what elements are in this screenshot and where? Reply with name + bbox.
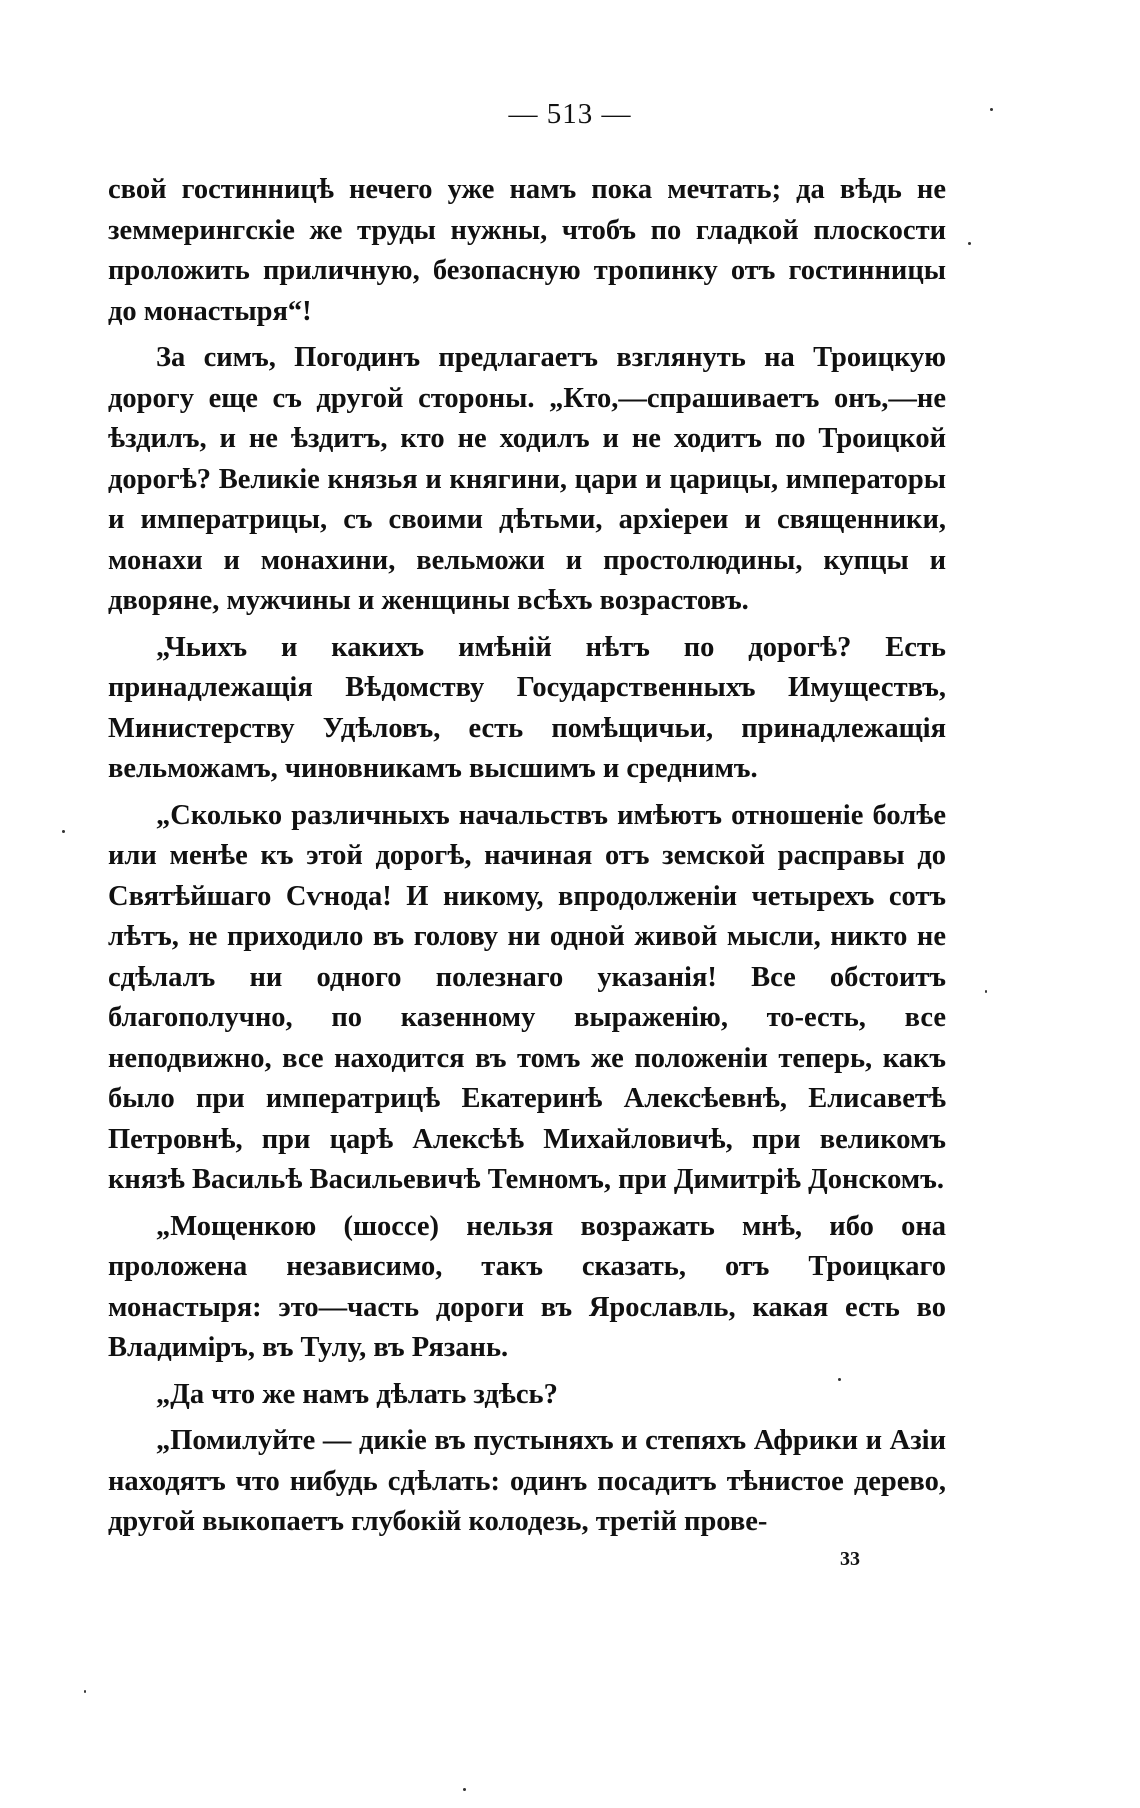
printer-signature: 33 [840,1548,860,1570]
paragraph-1: свой гостинницѣ нечего уже намъ пока мечтать; да вѣдь не земмерингскіе же труды нужны, чтобъ по гладкой плоскости проложить приличную, безопасную тропинку отъ гостинницы до монастыря“! [108,174,946,327]
paragraph-4: „Сколько различныхъ начальствъ имѣютъ отношеніе болѣе или менѣе къ этой дорогѣ, начиная отъ земской расправы до Святѣйшаго Сѵнода! И никому, впродолженіи четырехъ сотъ лѣтъ, не приходило въ голову ни одной живой мысли, никто не сдѣлалъ ни одного полезнаго указанія! Все обстоитъ благополучно, по казенному выраженію, то-есть, все неподвижно, все находится въ томъ же положеніи теперь, какъ было при императрицѣ Екатеринѣ Алексѣевнѣ, Елисаветѣ Петровнѣ, при царѣ Алексѣѣ Михайловичѣ, при великомъ князѣ Васильѣ Васильевичѣ Темномъ, при Димитріѣ Донскомъ. [108,799,946,1195]
scan-speck [62,830,65,833]
scan-speck [84,1690,86,1693]
scan-speck [968,242,971,245]
scan-speck [985,990,987,993]
scan-speck [990,108,993,111]
text-body [108,170,946,1549]
paragraph-2: За симъ, Погодинъ предлагаетъ взглянуть на Троицкую дорогу еще съ другой стороны. „Кто,—спрашиваетъ онъ,—не ѣздилъ, и не ѣздитъ, кто не ходилъ и не ходитъ по Троицкой дорогѣ? Великіе князья и княгини, цари и царицы, императоры и императрицы, съ своими дѣтьми, архіереи и священники, монахи и монахини, вельможи и простолюдины, купцы и дворяне, мужчины и женщины всѣхъ возрастовъ. [108,342,946,616]
paragraph-5: „Мощенкою (шоссе) нельзя возражать мнѣ, ибо она проложена независимо, такъ сказать, отъ Троицкаго монастыря: это—часть дороги въ Ярославль, какая есть во Владиміръ, въ Тулу, въ Рязань. [108,1210,946,1363]
paragraph-7: „Помилуйте — дикіе въ пустыняхъ и степяхъ Африки и Азіи находятъ что нибудь сдѣлать: одинъ посадитъ тѣнистое дерево, другой выкопаетъ глубокій колодезь, третій прове- [108,1425,946,1537]
paragraph-3: „Чьихъ и какихъ имѣній нѣтъ по дорогѣ? Есть принадлежащія Вѣдомству Государственныхъ Имуществъ, Министерству Удѣловъ, есть помѣщичьи, принадлежащія вельможамъ, чиновникамъ высшимъ и среднимъ. [108,631,946,784]
page-number: — 513 — [508,98,632,130]
scan-speck [463,1788,466,1791]
paragraph-6: „Да что же намъ дѣлать здѣсь? [156,1378,558,1410]
scan-speck [838,1378,841,1381]
